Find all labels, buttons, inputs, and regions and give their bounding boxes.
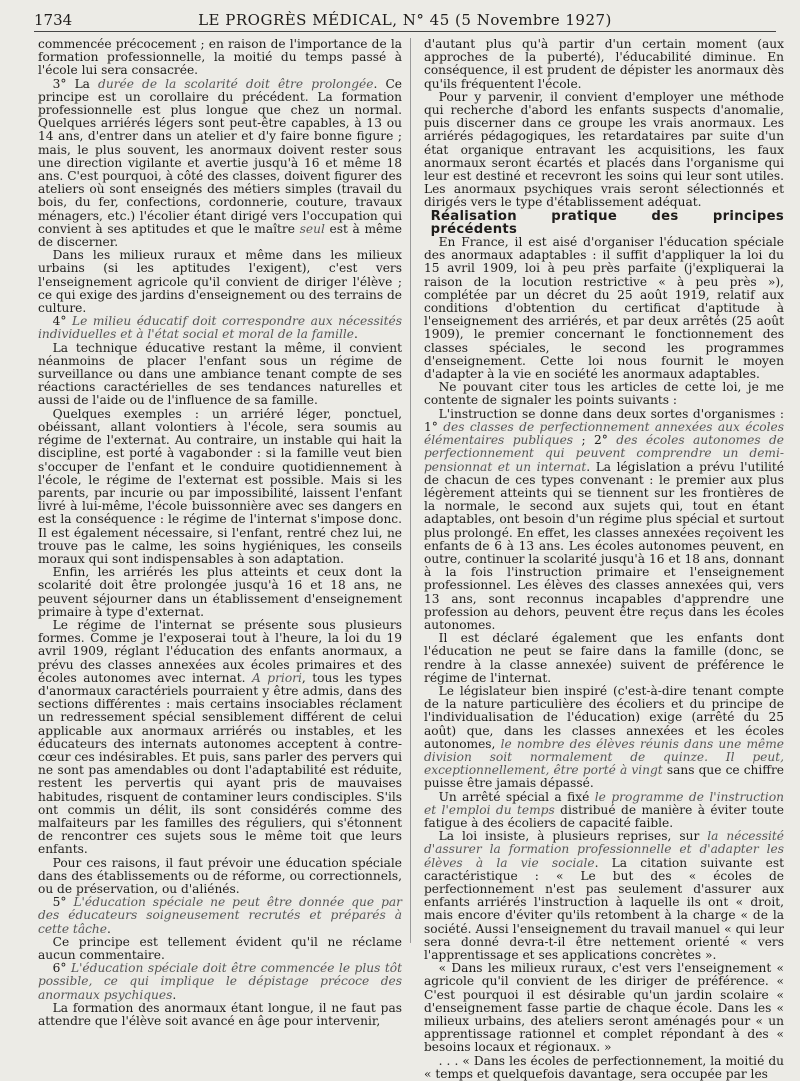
paragraph: La formation des anormaux étant longue, il ne faut pas attendre que l'élève soit avancé en âge pour intervenir, [38, 1000, 402, 1029]
running-header [34, 8, 776, 32]
paragraph: Ne pouvant citer tous les articles de cette loi, je me contente de signaler les points suivants : [424, 380, 784, 408]
paragraph: 6° L'éducation spéciale doit être commencée le plus tôt possible, ce qui implique le dépistage précoce des anormaux psychiques. [38, 961, 402, 1002]
paragraph: Ce principe est tellement évident qu'il ne réclame aucun commentaire. [38, 934, 402, 963]
page-number: 1734 [34, 11, 73, 29]
section-heading: Réalisation pratique des principes précédents [430, 208, 784, 237]
paragraph: 3° La durée de la scolarité doit être prolongée. Ce principe est un corollaire du précédent. La formation professionnelle est plus longue que chez un normal. Quelques arriérés légers sont peut-être capables, à 13 ou 14 ans, d'entrer dans un atelier et d'y faire bonne figure ; mais, le plus souvent, les anormaux doivent rester sous une direction vigilante et avertie jusqu'à 16 et même 18 ans. C'est pourquoi, à côté des classes, doivent figurer des ateliers où sont enseignés des métiers simples (travail du bois, du fer, confections, cordonnerie, couture, travaux ménagers, etc.) l'écolier étant dirigé vers l'occupation qui convient à ses aptitudes et que le maître seul est à même de discerner. [38, 76, 403, 250]
paragraph: La technique éducative restant la même, il convient néanmoins de placer l'enfant sous un régime de surveillance ou dans une ambiance tenant compte de ses réactions caractérielles de ses tendances naturelles et aussi de l'aide ou de l'influence de sa famille. [38, 340, 402, 408]
paragraph: Pour ces raisons, il faut prévoir une éducation spéciale dans des établissements ou de réforme, ou correctionnels, ou de préservation, ou d'aliénés. [38, 855, 402, 896]
right-column [424, 38, 784, 1081]
paragraph: La loi insiste, à plusieurs reprises, sur la nécessité d'assurer la formation professionnelle et d'adapter les élèves à la vie sociale. La citation suivante est caractéristique : « Le but des « écoles de perfectionnement n'est pas seulement d'assurer aux enfants arriérés l'instruction à laquelle ils ont « droit, mais encore d'éviter qu'ils retombent à la charge « de la société. Aussi l'enseignement du travail manuel « qui leur sera donné devra-t-il être nettement orienté « vers l'apprentissage et ses applications concrètes ». [424, 829, 785, 963]
paragraph: Un arrêté spécial a fixé le programme de l'instruction et l'emploi du temps distribué de manière à éviter toute fatigue à des écoliers de capacité faible. [424, 789, 785, 830]
paragraph: 5° L'éducation spéciale ne peut être donnée que par des éducateurs soigneusement recrutés et préparés à cette tâche. [38, 895, 402, 936]
column-divider [410, 38, 411, 943]
paragraph: d'autant plus qu'à partir d'un certain moment (aux approches de la puberté), l'éducabilité diminue. En conséquence, il est prudent de dépister les anormaux dès qu'ils fréquentent l'école. [424, 37, 784, 91]
paragraph: « Dans les milieux ruraux, c'est vers l'enseignement « agricole qu'il convient de les diriger de préférence. « C'est pourquoi il est désirable qu'un jardin scolaire « d'enseignement fasse partie de chaque école. Dans les « milieux urbains, des ateliers seront aménagés pour « un apprentissage rationnel et complet répondant à des « besoins locaux et régionaux. » [424, 961, 784, 1055]
paragraph: Quelques exemples : un arriéré léger, ponctuel, obéissant, allant volontiers à l'école, sera soumis au régime de l'externat. Au contraire, un instable qui hait la discipline, est porté à vagabonder : si la famille veut bien s'occuper de l'enfant et le conduire quotidiennement à l'école, le régime de l'externat est possible. Mais si les parents, par incurie ou par impossibilité, laissent l'enfant livré à lui-même, l'école buissonnière avec ses dangers en est la conséquence : le régime de l'internat s'impose donc. Il est également nécessaire, si l'enfant, rentré chez lui, ne trouve pas le calme, les soins hygiéniques, les conseils moraux qui sont indispensables à son adaptation. [38, 406, 402, 566]
paragraph: commencée précocement ; en raison de l'importance de la formation professionnelle, la moitié du temps passé à l'école lui sera consacrée. [38, 37, 402, 78]
paragraph: Pour y parvenir, il convient d'employer une méthode qui recherche d'abord les enfants suspects d'anomalie, puis discerner dans ce groupe les vrais anormaux. Les arriérés pédagogiques, les retardataires par suite d'un état organique entravant les acquisitions, les faux anormaux seront écartés et placés dans l'organisme qui leur est destiné et recevront les soins qui leur sont utiles. Les anormaux psychiques vrais seront sélectionnés et dirigés vers le type d'établissement adéquat. [424, 89, 784, 210]
paragraph: . . . « Dans les écoles de perfectionnement, la moitié du « temps et quelquefois davantage, sera occupée par les [424, 1053, 784, 1081]
paragraph: Dans les milieux ruraux et même dans les milieux urbains (si les aptitudes l'exigent), c'est vers l'enseignement agricole qu'il convient de diriger l'élève ; ce qui exige des jardins d'enseignement ou des terrains de culture. [38, 248, 402, 316]
paragraph: 4° Le milieu éducatif doit correspondre aux nécessités individuelles et à l'état social et moral de la famille. [38, 314, 402, 342]
header-rule [34, 31, 776, 32]
left-column [38, 38, 402, 1028]
paragraph: Le régime de l'internat se présente sous plusieurs formes. Comme je l'exposerai tout à l'heure, la loi du 19 avril 1909, réglant l'éducation des enfants anormaux, a prévu des classes annexées aux écoles primaires et des écoles autonomes avec internat. A priori, tous les types d'anormaux caractériels pourraient y être admis, dans des sections différentes : mais certains insociables réclament un redressement spécial sensiblement différent de celui applicable aux anormaux arriérés ou instables, et les éducateurs des internats autonomes acceptent à contre-cœur ces indésirables. Et puis, sans parler des pervers qui ne sont pas amendables ou dont l'adaptabilité est réduite, restent les pervertis qui ayant pris de mauvaises habitudes, risquent de contaminer leurs condisciples. S'ils ont commis un délit, ils sont considérés comme des malfaiteurs par les familles des réguliers, qui s'étonnent de rencontrer ces sujets sous le même toit que leurs enfants. [38, 617, 402, 857]
paragraph: En France, il est aisé d'organiser l'éducation spéciale des anormaux adaptables : il suffit d'appliquer la loi du 15 avril 1909, loi à peu près parfaite (j'expliquerai la raison de la locution restrictive « à peu près »), complétée par un décret du 25 août 1919, relatif aux conditions d'obtention du certificat d'aptitude à l'enseignement des arriérés, et par deux arrêtés (25 août 1909), le premier concernant le fonctionnement des classes spéciales, le second les programmes d'enseignement. Cette loi nous fournit le moyen d'adapter à la vie en société les anormaux adaptables. [424, 235, 784, 382]
paragraph: Le législateur bien inspiré (c'est-à-dire tenant compte de la nature particulière des écoliers et du principe de l'individualisation de l'éducation) exige (arrêté du 25 août) que, dans les classes annexées et les écoles autonomes, le nombre des élèves réunis dans une même division soit normalement de quinze. Il peut, exceptionnellement, être porté à vingt sans que ce chiffre puisse être jamais dépassé. [424, 683, 785, 791]
paragraph: Il est déclaré également que les enfants dont l'éducation ne peut se faire dans la famille (donc, se rendre à la classe annexée) suivent de préférence le régime de l'internat. [424, 631, 784, 685]
paragraph: L'instruction se donne dans deux sortes d'organismes : 1° des classes de perfectionnement annexées aux écoles élémentaires publiques ; 2° des écoles autonomes de perfectionnement qui peuvent comprendre un demi-pensionnat et un internat. La législation a prévu l'utilité de chacun de ces types convenant : le premier aux plus légèrement atteints qui se tiennent sur les frontières de la normale, le second aux sujets qui, tout en étant adaptables, ont besoin d'un régime plus spécial et surtout plus prolongé. En effet, les classes annexées reçoivent les enfants de 6 à 13 ans. Les écoles autonomes peuvent, en outre, continuer la scolarité jusqu'à 16 et 18 ans, donnant à la fois l'instruction primaire et l'enseignement professionnel. Les élèves des classes annexées qui, vers 13 ans, sont reconnus incapables d'apprendre une profession au dehors, peuvent être reçus dans les écoles autonomes. [424, 406, 784, 632]
journal-title: LE PROGRÈS MÉDICAL, N° 45 (5 Novembre 1927) [198, 11, 612, 29]
paragraph: Enfin, les arriérés les plus atteints et ceux dont la scolarité doit être prolongée jusqu'à 16 et 18 ans, ne peuvent séjourner dans un établissement d'enseignement primaire à type d'externat. [38, 565, 402, 619]
